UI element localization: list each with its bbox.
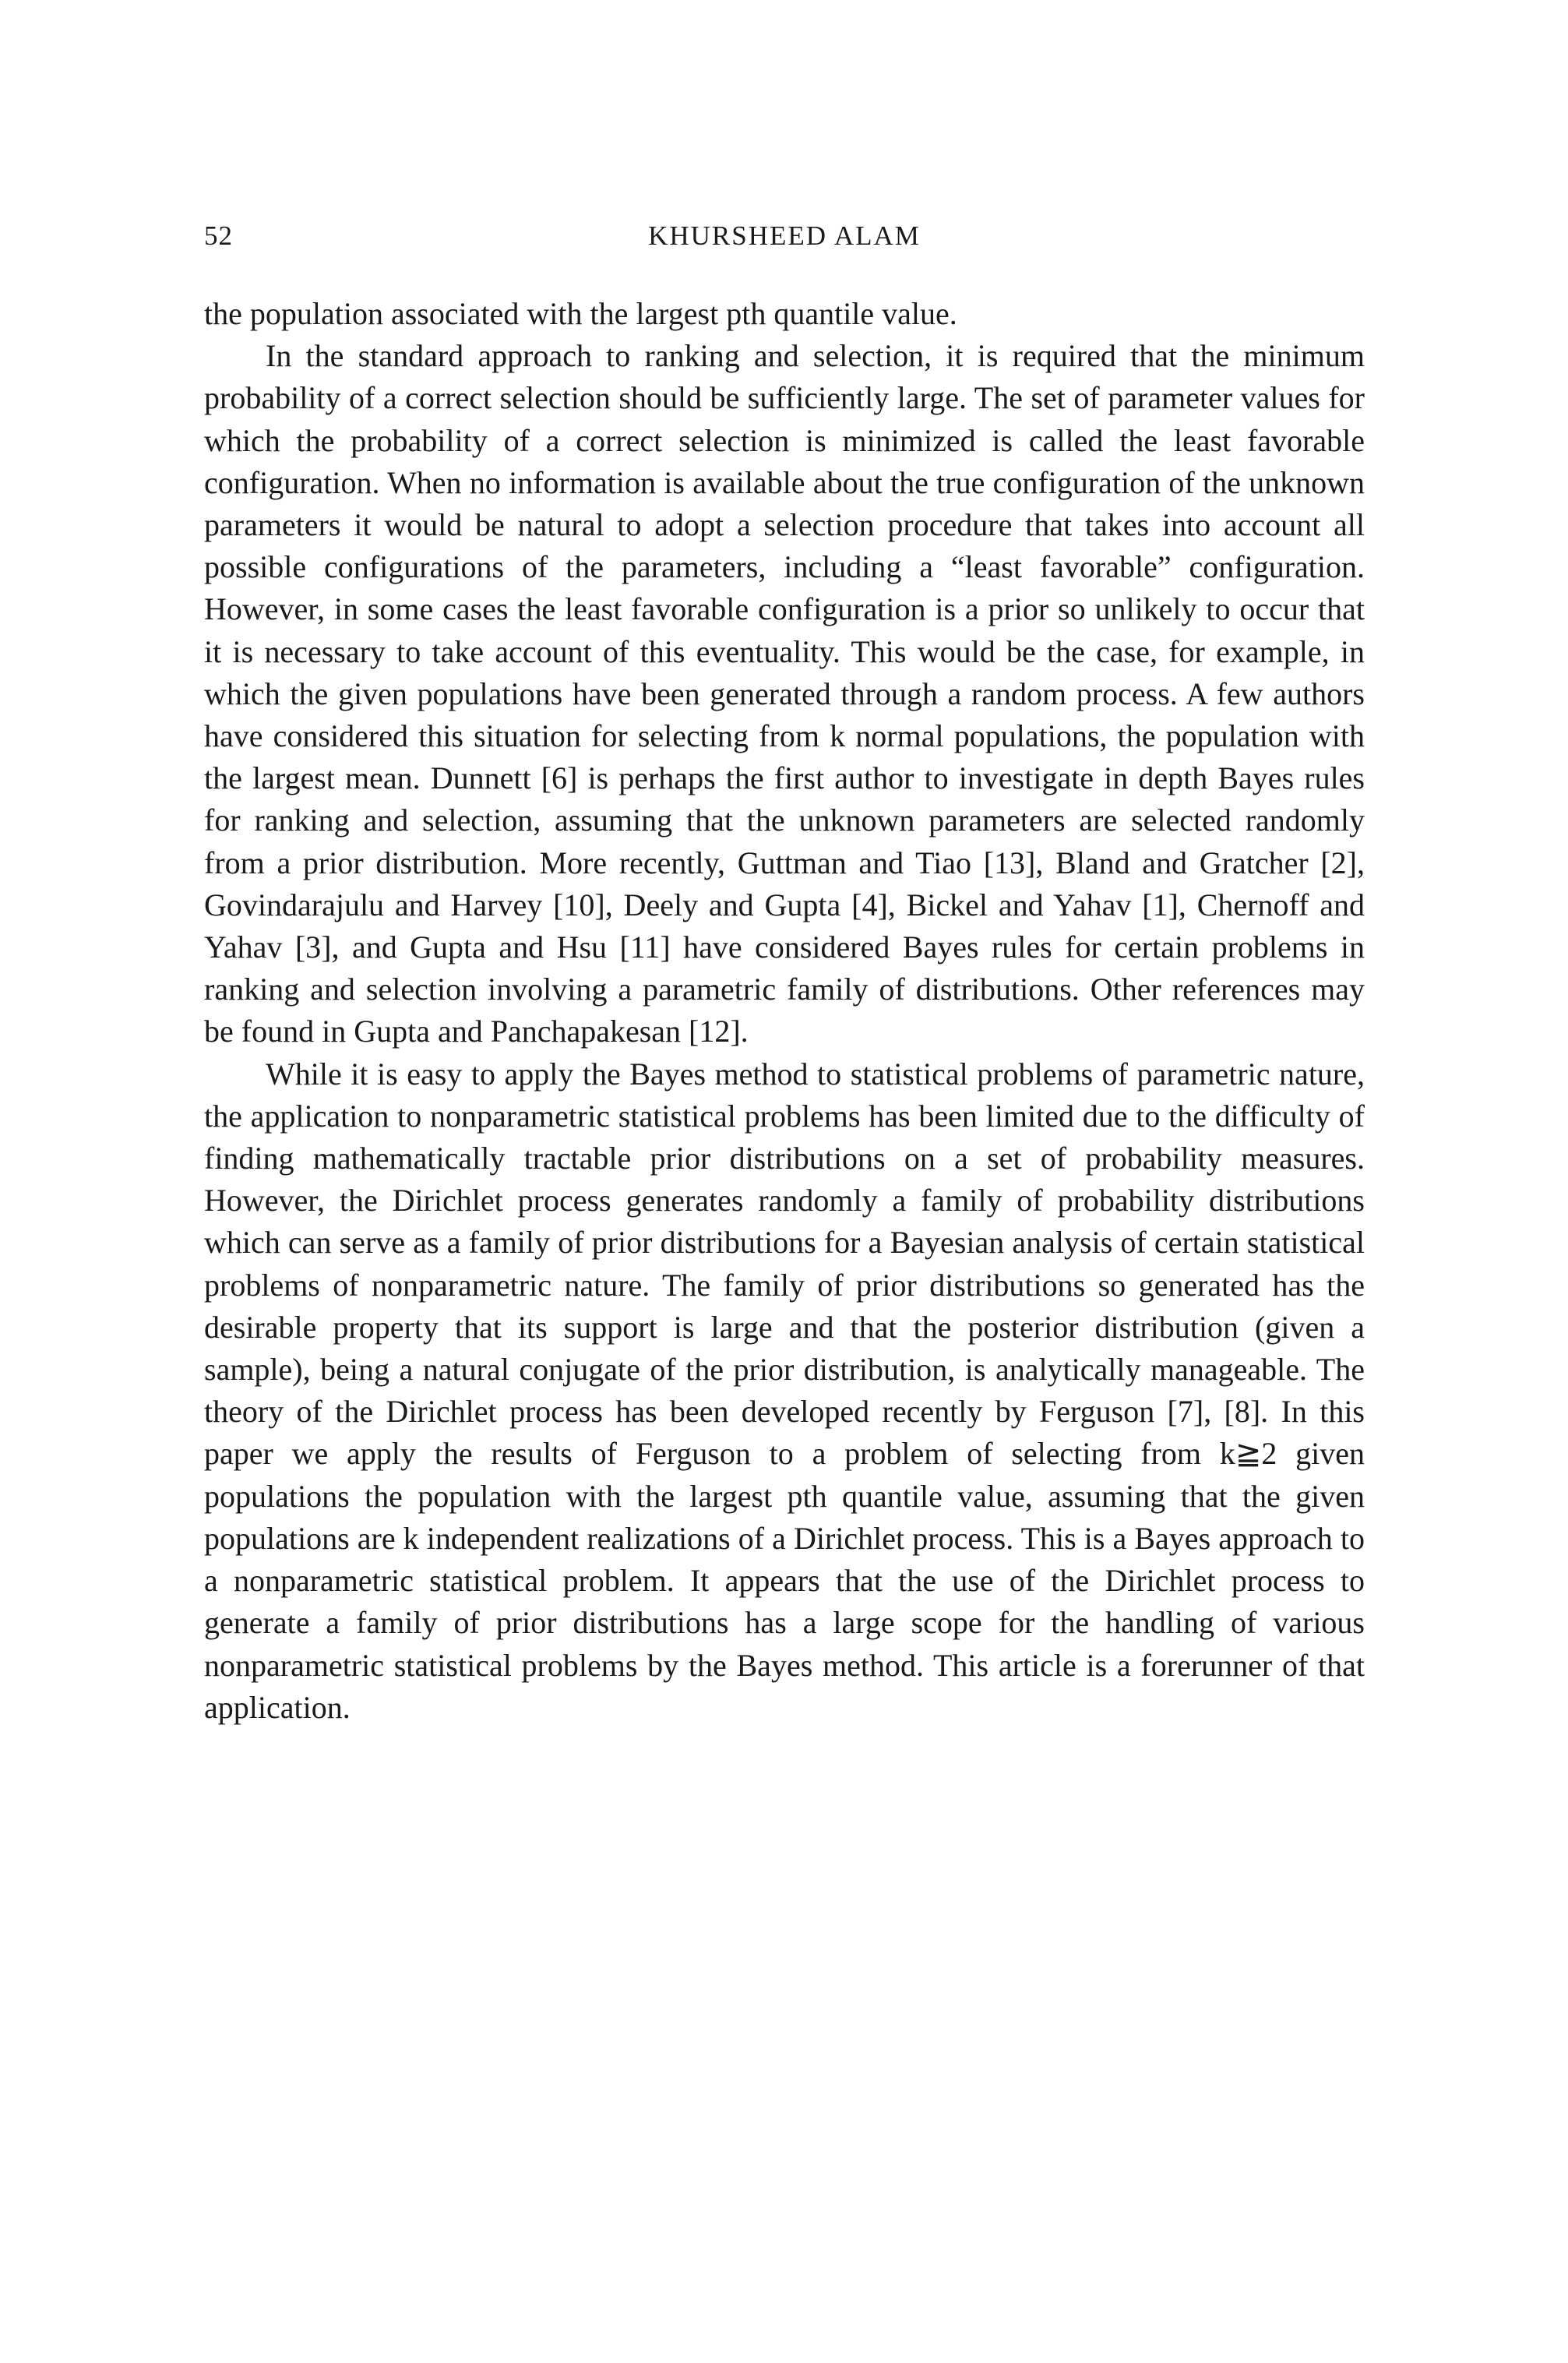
- page-number: 52: [204, 220, 233, 251]
- article-body: [204, 293, 1365, 1729]
- running-title: KHURSHEED ALAM: [648, 220, 921, 251]
- paragraph-bayes-method: While it is easy to apply the Bayes method to statistical problems of parametric nature, the application to nonparametric statistical problems has been limited due to the difficulty of finding mathematically tractable prior distributions on a set of probability measures. However, the Dirichlet process generates randomly a family of probability distributions which can serve as a family of prior distributions for a Bayesian analysis of certain statistical problems of nonparametric nature. The family of prior distributions so generated has the desirable property that its support is large and that the posterior distribution (given a sample), being a natural conjugate of the prior distribution, is analytically manageable. The theory of the Dirichlet process has been developed recently by Ferguson [7], [8]. In this paper we apply the results of Ferguson to a problem of selecting from k≧2 given populations the population with the largest pth quantile value, assuming that the given populations are k independent realizations of a Dirichlet process. This is a Bayes approach to a nonparametric statistical problem. It appears that the use of the Dirichlet process to generate a family of prior distributions has a large scope for the handling of various nonparametric statistical problems by the Bayes method. This article is a forerunner of that application.: [204, 1056, 1365, 1725]
- paragraph-continuation: the population associated with the largest pth quantile value.: [204, 296, 957, 331]
- running-head: [204, 217, 1365, 256]
- paragraph-standard-approach: In the standard approach to ranking and selection, it is required that the minimum probability of a correct selection should be sufficiently large. The set of parameter values for which the probability of a correct selection is minimized is called the least favorable configuration. When no information is available about the true configuration of the unknown parameters it would be natural to adopt a selection procedure that takes into account all possible configurations of the parameters, including a “least favorable” configuration. However, in some cases the least favorable configuration is a prior so unlikely to occur that it is necessary to take account of this eventuality. This would be the case, for example, in which the given populations have been generated through a random process. A few authors have considered this situation for selecting from k normal populations, the population with the largest mean. Dunnett [6] is perhaps the first author to investigate in depth Bayes rules for ranking and selection, assuming that the unknown parameters are selected randomly from a prior distribution. More recently, Guttman and Tiao [13], Bland and Gratcher [2], Govindarajulu and Harvey [10], Deely and Gupta [4], Bickel and Yahav [1], Chernoff and Yahav [3], and Gupta and Hsu [11] have considered Bayes rules for certain problems in ranking and selection involving a parametric family of distributions. Other references may be found in Gupta and Panchapakesan [12].: [204, 338, 1365, 1049]
